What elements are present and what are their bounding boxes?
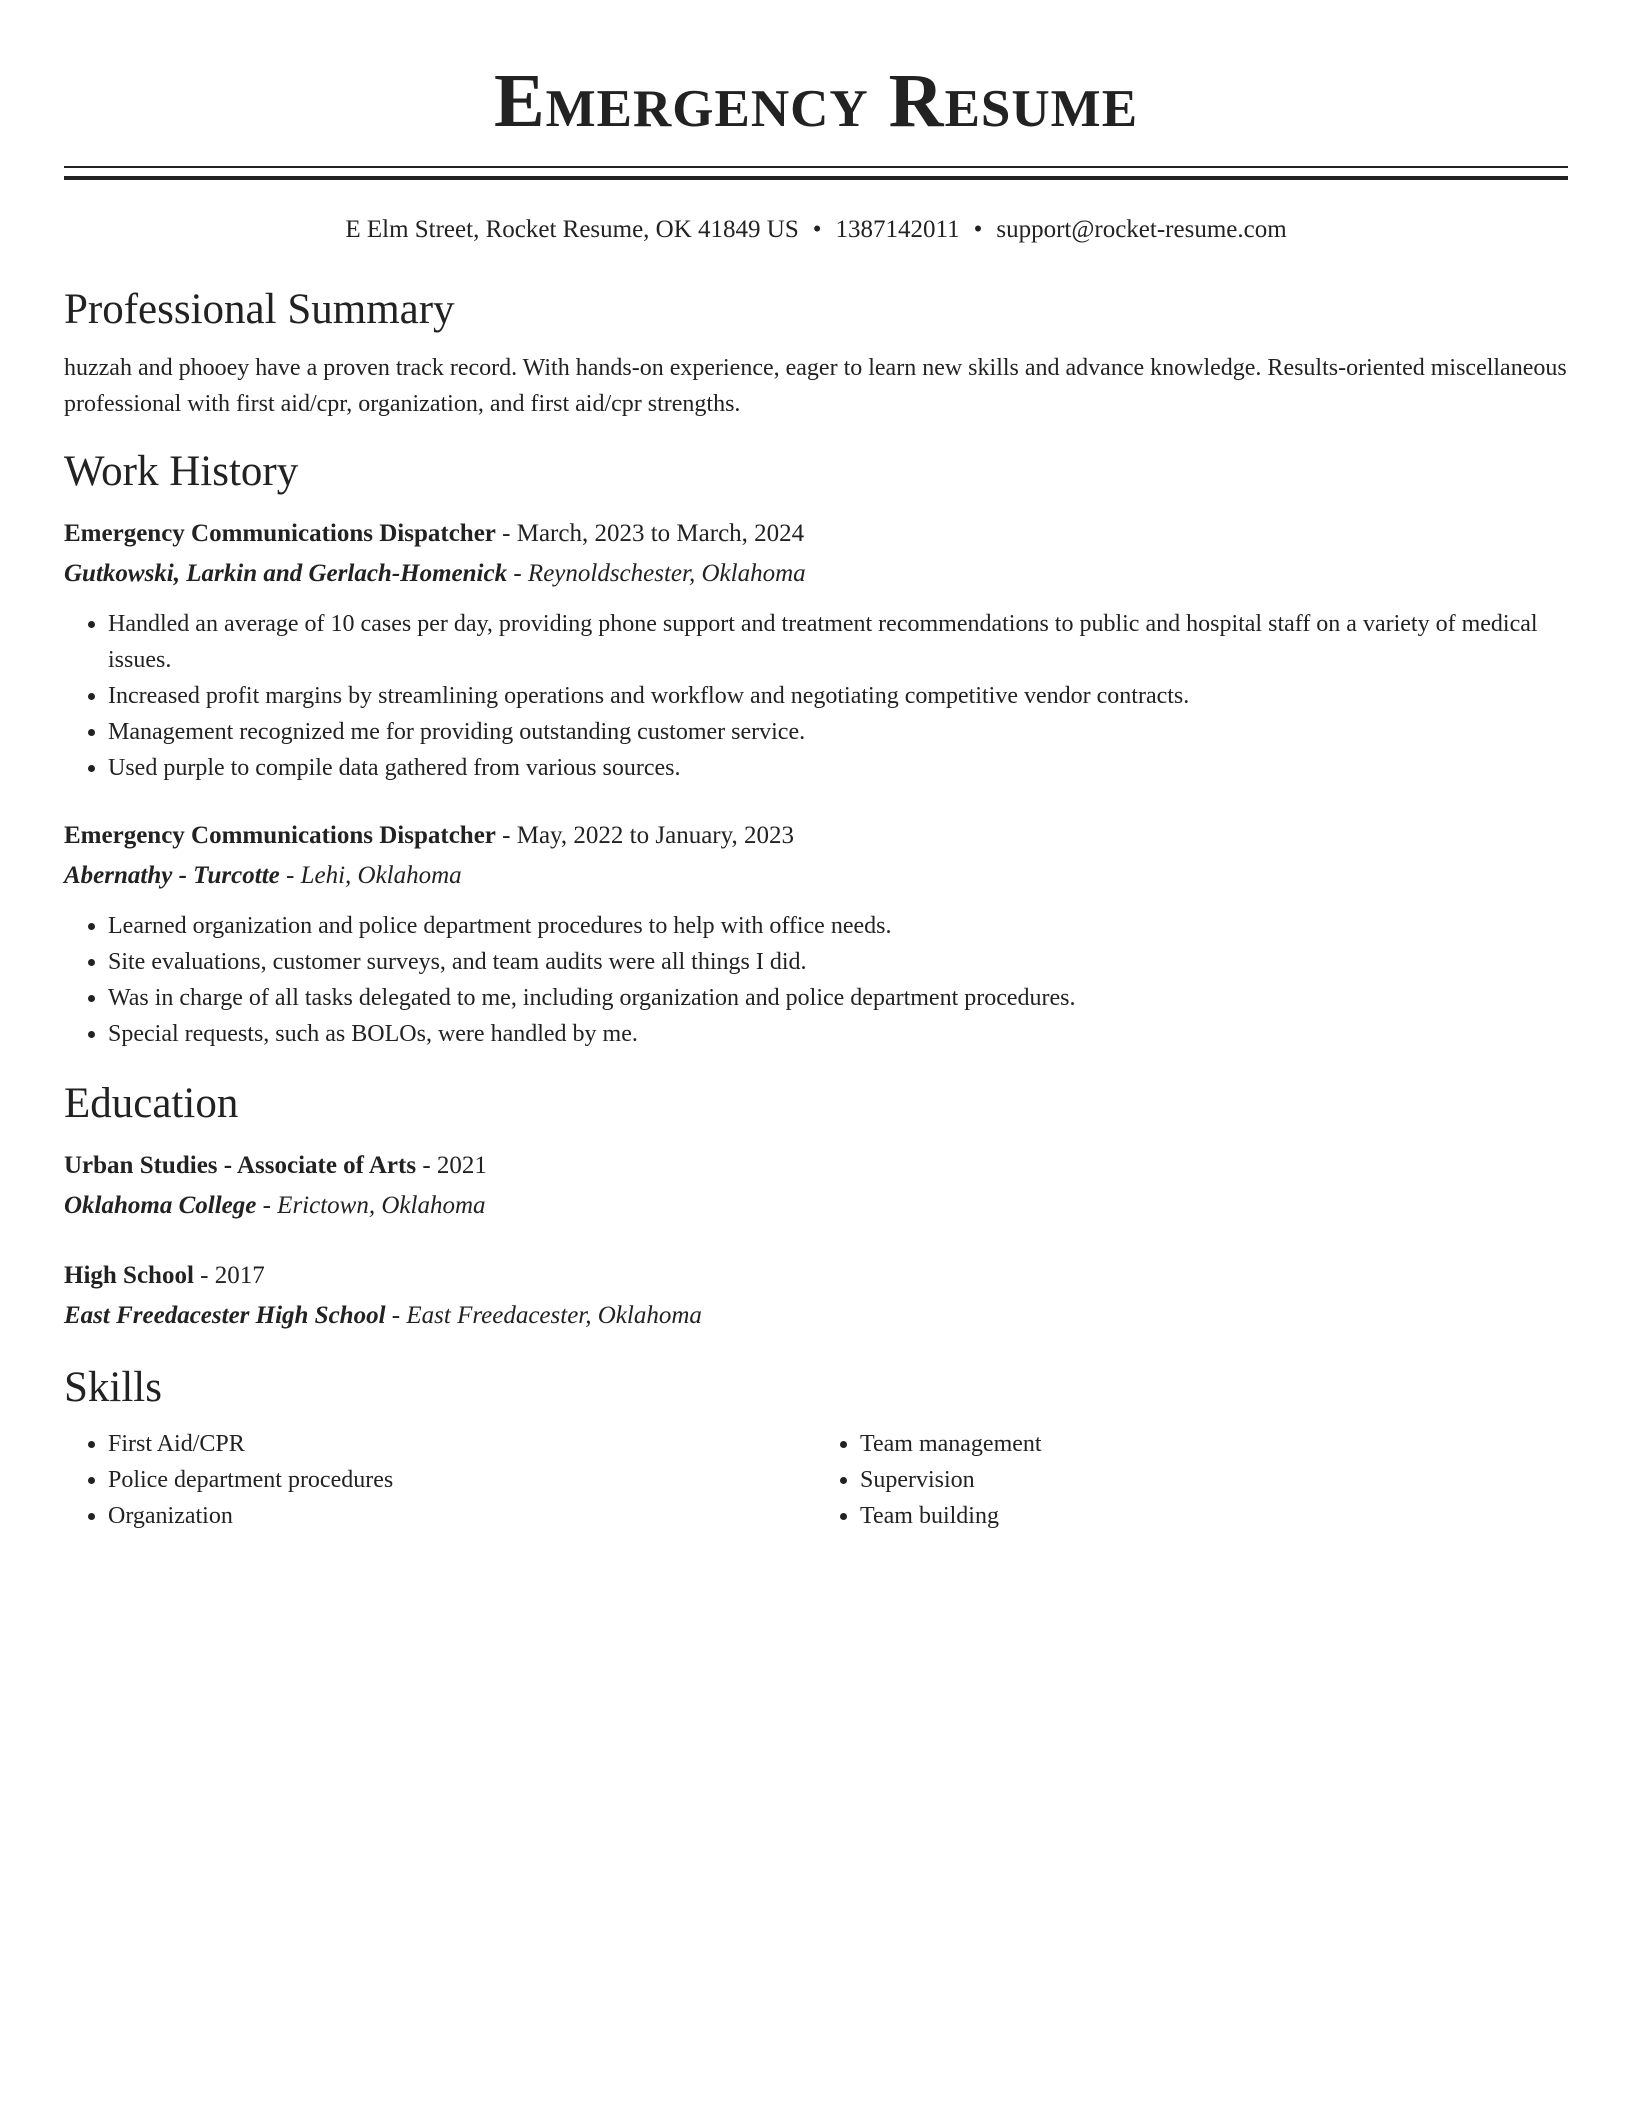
resume-title: Emergency Resume [493,59,1139,143]
job-company-line [64,856,1568,896]
contact-address: E Elm Street, Rocket Resume, OK 41849 US [345,216,799,243]
education-degree: Urban Studies - Associate of Arts [64,1152,417,1179]
job-bullet: • Increased profit margins by streamlining operations and workflow and negotiating competitive vendor contracts. [108,678,1568,714]
skill-item: • Organization [108,1498,816,1534]
skill-item: • Police department procedures [108,1462,816,1498]
education-entry [64,1146,1568,1226]
job-company: Gutkowski, Larkin and Gerlach-Homenick [64,560,508,587]
education-location: - East Freedacester, Oklahoma [385,1302,702,1329]
job-title: Emergency Communications Dispatcher [64,520,496,547]
contact-phone: 1387142011 [835,216,960,243]
job-location: - Lehi, Oklahoma [279,862,462,889]
education-entry [64,1256,1568,1336]
education-school: East Freedacester High School [64,1302,386,1329]
job-title: Emergency Communications Dispatcher [64,822,496,849]
job-entry [64,816,1568,1052]
job-dates: - March, 2023 to March, 2024 [495,520,805,547]
skill-item: • Supervision [860,1462,1568,1498]
education-school-line [64,1296,1568,1336]
education-degree-line [64,1256,1568,1296]
job-company-line [64,554,1568,594]
skills-column-left [64,1426,816,1534]
job-bullet: • Handled an average of 10 cases per day, providing phone support and treatment recommendations to public and hospital staff on a variety of medical issues. [108,606,1568,678]
skills-list [64,1426,1568,1534]
job-bullet: • Used purple to compile data gathered from various sources. [108,750,1568,786]
skill-item: • Team building [860,1498,1568,1534]
work-history-heading: Work History [64,448,299,495]
education-heading: Education [64,1080,239,1127]
job-bullets [64,606,1568,786]
contact-separator: • [973,216,983,243]
education-school: Oklahoma College [64,1192,257,1219]
education-school-line [64,1186,1568,1226]
contact-email: support@rocket-resume.com [996,216,1287,243]
summary-text: huzzah and phooey have a proven track record. With hands-on experience, eager to learn new skills and advance knowledge. Results-oriented miscellaneous professional with first aid/cpr, organization, and first aid/cpr strengths. [64,355,1567,417]
job-dates: - May, 2022 to January, 2023 [495,822,795,849]
skills-heading: Skills [64,1364,162,1411]
job-bullet: • Site evaluations, customer surveys, and team audits were all things I did. [108,944,1568,980]
job-bullet: • Special requests, such as BOLOs, were handled by me. [108,1016,1568,1052]
contact-line [64,214,1568,246]
education-year: - 2021 [416,1152,487,1179]
education-degree-line [64,1146,1568,1186]
summary-heading: Professional Summary [64,286,455,333]
skill-item: • First Aid/CPR [108,1426,816,1462]
job-bullets [64,908,1568,1052]
job-title-line [64,816,1568,856]
skill-item: • Team management [860,1426,1568,1462]
skills-column-right [816,1426,1568,1534]
job-location: - Reynoldschester, Oklahoma [507,560,806,587]
title-divider [64,166,1568,180]
job-entry [64,514,1568,786]
contact-separator: • [812,216,822,243]
job-company: Abernathy - Turcotte [64,862,280,889]
education-location: - Erictown, Oklahoma [256,1192,486,1219]
job-bullet: • Learned organization and police department procedures to help with office needs. [108,908,1568,944]
job-title-line [64,514,1568,554]
job-bullet: • Management recognized me for providing outstanding customer service. [108,714,1568,750]
education-year: - 2017 [193,1262,265,1289]
education-degree: High School [64,1262,194,1289]
job-bullet: • Was in charge of all tasks delegated to me, including organization and police department procedures. [108,980,1568,1016]
